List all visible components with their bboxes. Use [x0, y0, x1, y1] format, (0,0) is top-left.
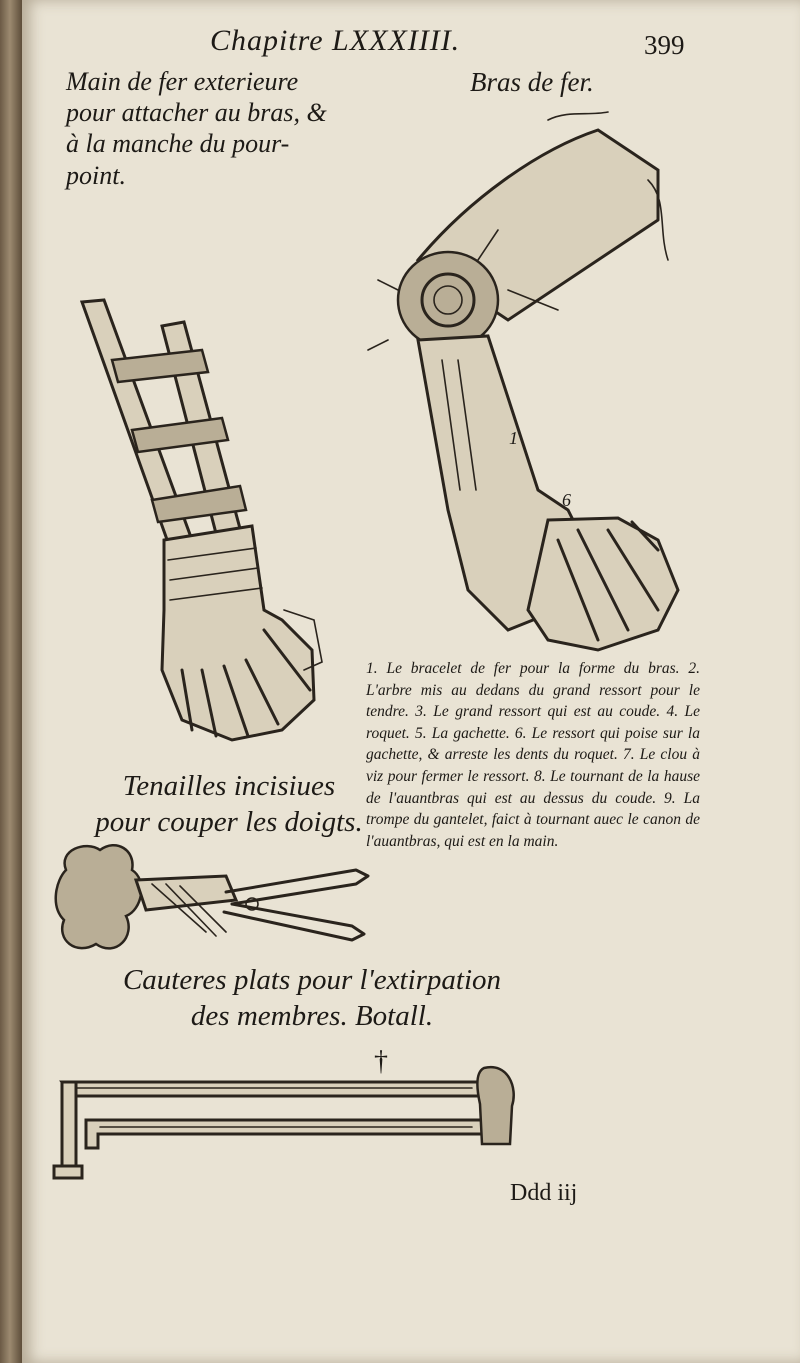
pincers-illustration [56, 840, 386, 970]
caption-tenailles: Tenailles incisiues pour couper les doigts. [95, 770, 363, 839]
caption-cauteres: Cauteres plats pour l'extirpation des membres. Botall. [122, 964, 502, 1033]
cautery-illustration [52, 1058, 522, 1188]
figure-label-1: 1 [509, 428, 518, 448]
book-page [22, 0, 800, 1363]
chapter-title: Chapitre LXXXIIII. [210, 24, 461, 57]
iron-arm-illustration [358, 110, 698, 670]
legend-text: 1. Le bracelet de fer pour la forme du bras. 2. L'arbre mis au dedans du grand ressort pour le tendre. 3. Le grand ressort qui est au coude. 4. Le roquet. 5. La gachette. 6. Le ressort qui poise sur la gachette, & arreste les dents du roquet. 7. Le clou à viz pour fermer le ressort. 8. Le tournant de la hause de l'auantbras qui est au dessus du coude. 9. La trompe du gantelet, faict à tournant auec le canon de l'auantbras, qui est en la main. [366, 660, 700, 850]
cross-mark: † [374, 1046, 388, 1077]
signature-mark: Ddd iij [510, 1180, 578, 1206]
caption-main-de-fer: Main de fer exterieure pour attacher au bras, & à la manche du pour-point. [66, 67, 327, 190]
caption-bras-de-fer: Bras de fer. [470, 67, 594, 97]
book-gutter [0, 0, 22, 1363]
figure-label-6: 6 [562, 490, 571, 510]
iron-hand-illustration [52, 290, 332, 750]
page-number: 399 [644, 30, 685, 60]
